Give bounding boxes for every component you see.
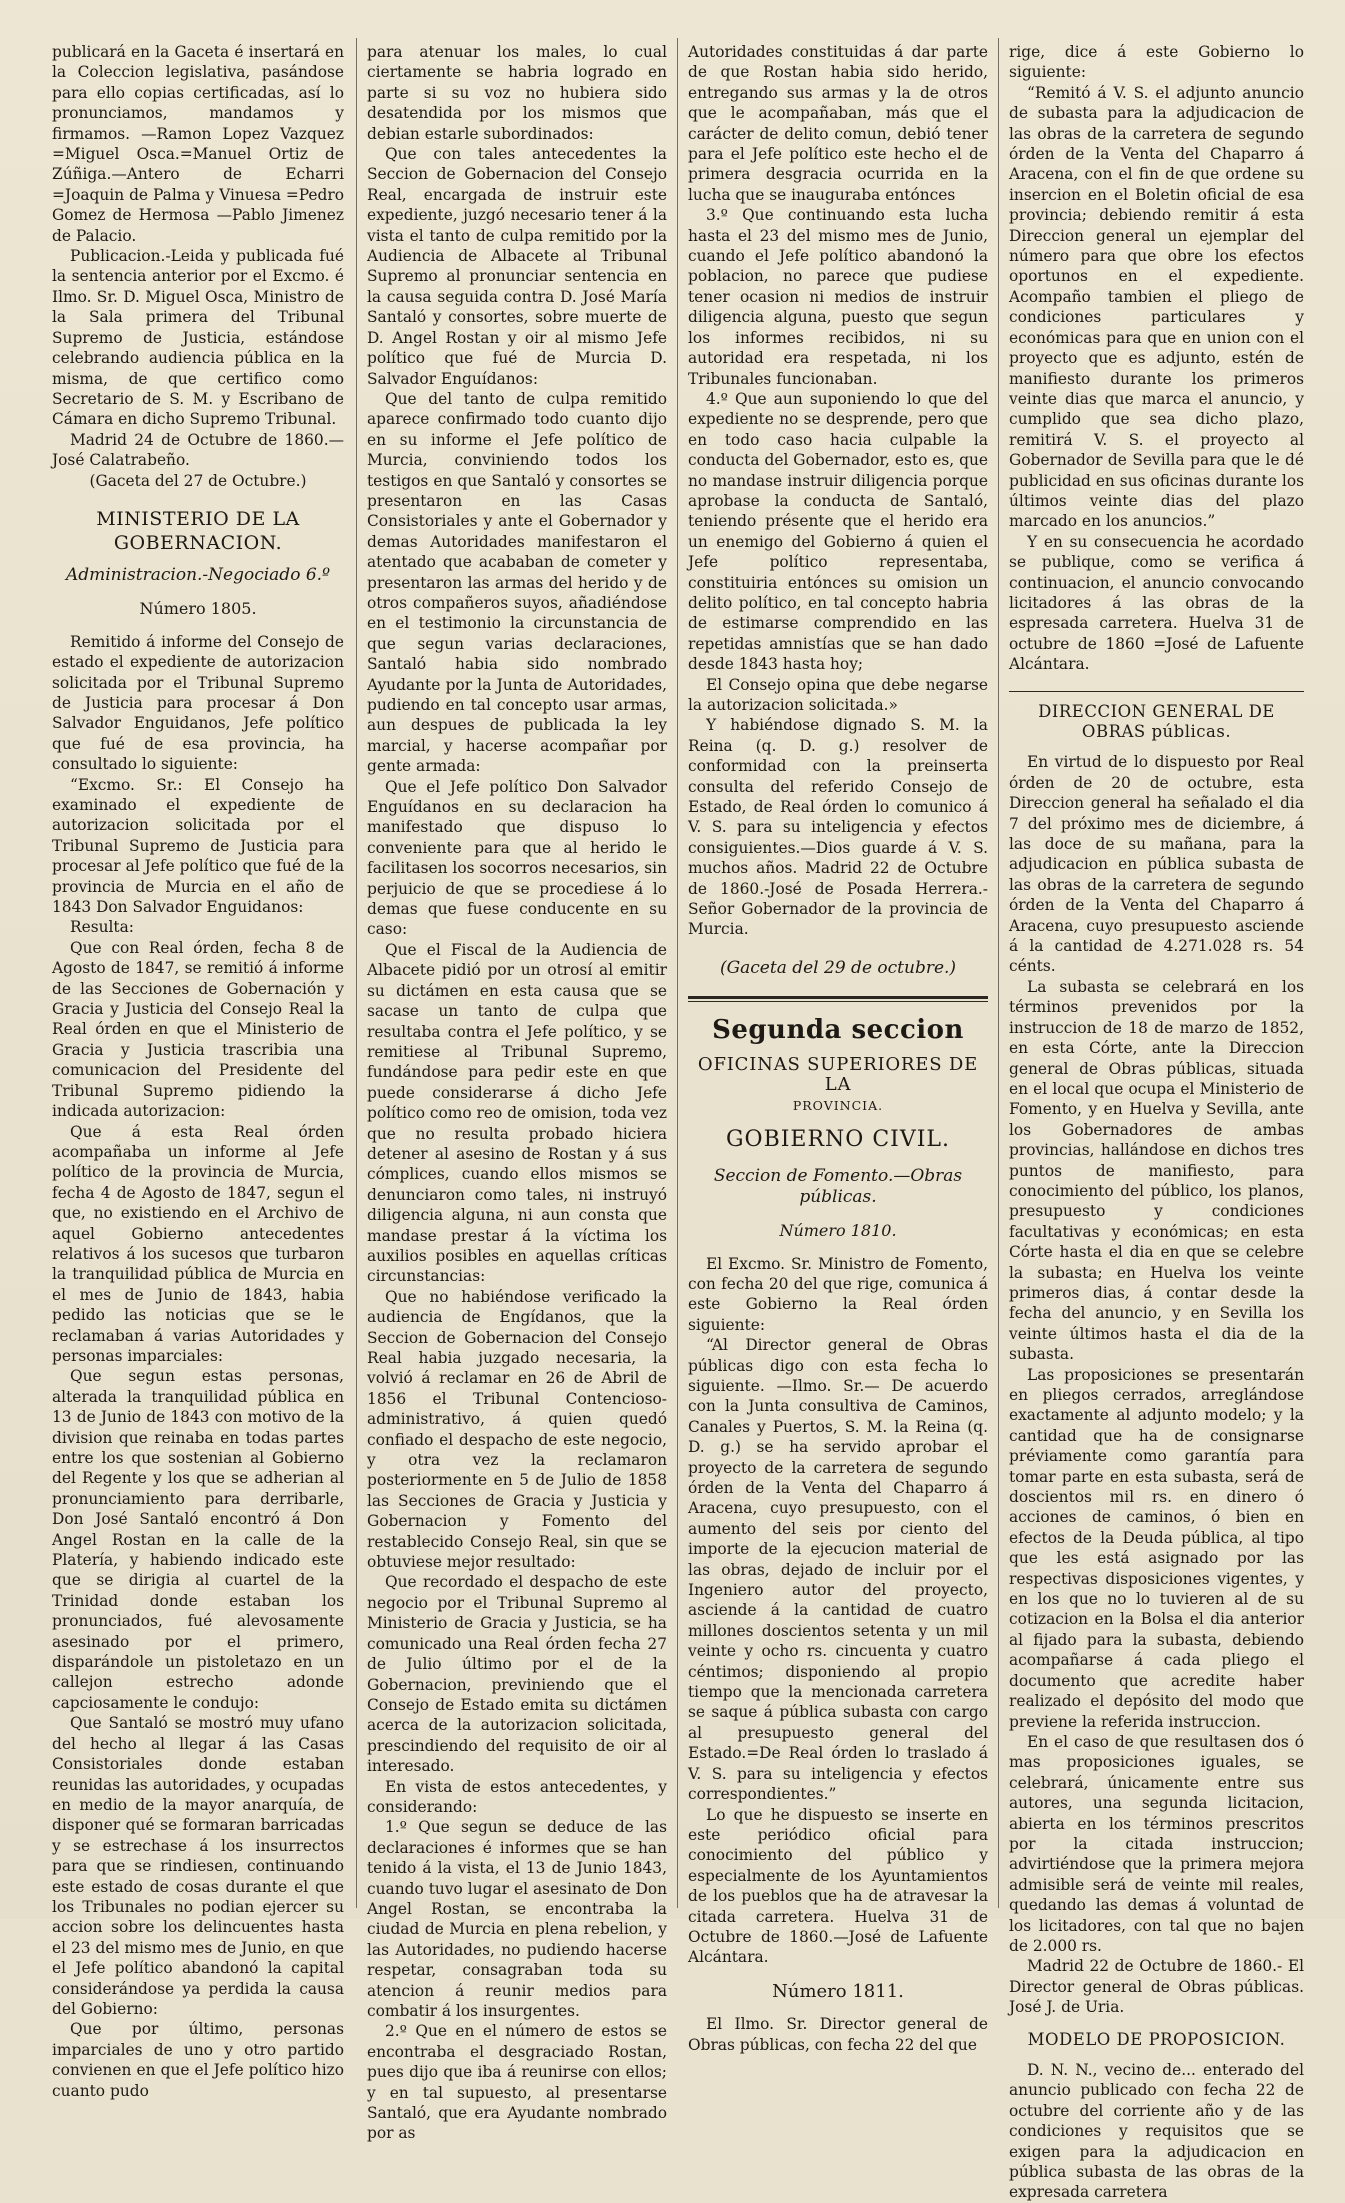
column-4: [1009, 42, 1304, 2202]
paragraph: Que Santaló se mostró muy ufano del hecho al llegar á las Casas Consistoriales donde estaban reunidas las autoridades, y ocupadas en medio de la mayor anarquía, de disponer qué se formaran barricadas y se estrechase á los insurrectos para que se rindiesen, continuando este estado de cosas durante el que los Tribunales no podian ejercer su accion sobre los delincuentes hasta el 23 del mismo mes de Junio, en que el Jefe político abandonó la capital considerándose ya perdida la causa del Gobierno:: [52, 1714, 344, 2018]
column-2: [367, 42, 668, 2143]
column-3: [688, 42, 988, 2054]
date-line: Madrid 22 de Octubre de 1860.- El Director general de Obras públicas. José J. de Uria.: [1009, 1957, 1304, 2017]
paragraph: D. N. N., vecino de... enterado del anuncio publicado con fecha 22 de octubre del corriente año y de las condiciones y requisitos que se exigen para la adjudicacion en pública subasta de las obras de la expresada carretera: [1009, 2061, 1304, 2202]
paragraph: Que con Real órden, fecha 8 de Agosto de 1847, se remitió á informe de las Secciones de Gobernación y Gracia y Justicia del Consejo Real la Real órden en que el Ministerio de Gracia y Justicia trascribia una comunicacion del Presidente del Tribunal Supremo pidiendo la indicada autorizacion:: [52, 938, 344, 1121]
paragraph: rige, dice á este Gobierno lo siguiente:: [1009, 43, 1304, 82]
column-rule: [677, 38, 678, 1908]
paragraph: “Al Director general de Obras públicas digo con esta fecha lo siguiente. —Ilmo. Sr.— De acuerdo con la Junta consultiva de Caminos, Canales y Puertos, S. M. la Reina (q. D. g.) se ha servido aprobar el proyecto de la carretera de segundo órden de la Venta del Chaparro á Aracena, cuyo presupuesto, con el aumento del seis por ciento del importe de la ejecucion material de las obras, dejado de incluir por el Ingeniero autor del proyecto, asciende á la cantidad de cuatro millones doscientos setenta y un mil veinte y ocho rs. cincuenta y cuatro céntimos; disponiendo al propio tiempo que la mencionada carretera se saque á pública subasta con cargo al presupuesto general del Estado.=De Real órden lo traslado á V. S. para su inteligencia y efectos correspondientes.”: [688, 1336, 988, 1804]
paragraph: La subasta se celebrará en los términos prevenidos por la instruccion de 18 de marzo de 1852, en esta Córte, ante la Direccion general de Obras públicas, situada en el local que ocupa el Ministerio de Fomento, y en Huelva y Sevilla, ante los Gobernadores de ambas provincias, hallándose en dichos tres puntos de manifiesto, para conocimiento del público, los planos, presupuesto y condiciones facultativas y económicas; en esta Córte hasta el dia en que se celebre la subasta; en Huelva los veinte primeros dias, á contar desde la fecha del anuncio, y en Sevilla los veinte últimos hasta el dia de la subasta.: [1009, 977, 1304, 1364]
paragraph: Autoridades constituidas á dar parte de que Rostan habia sido herido, entregando sus armas y la de otros que le acompañaban, más que el carácter de delito comun, debió tener para el Jefe político este hecho el de primera desgracia ocurrida en la lucha que se inauguraba entónces: [688, 43, 988, 204]
section-heading: MODELO DE PROPOSICION.: [1027, 2029, 1286, 2049]
column-rule: [998, 38, 999, 1908]
date-line: Madrid 24 de Octubre de 1860.—José Calatrabeño.: [52, 430, 344, 470]
subsection-heading: OFICINAS SUPERIORES DE LA: [697, 1053, 979, 1096]
paragraph: Que á esta Real órden acompañaba un informe al Jefe político de la provincia de Murcia, fecha 4 de Agosto de 1847, segun el que, no existiendo en el Archivo de aquel Gobierno antecedentes relativos á los sucesos que turbaron la tranquilidad pública de Murcia en el mes de Junio de 1843, habia pedido las noticias que se le reclamaban á varias Autoridades y personas imparciales:: [52, 1122, 344, 1365]
paragraph: Resulta:: [70, 918, 134, 937]
item-number: Número 1811.: [772, 1980, 904, 2002]
paragraph: El Ilmo. Sr. Director general de Obras públicas, con fecha 22 del que: [688, 2015, 988, 2054]
column-rule: [356, 38, 357, 1908]
section-rule: [688, 1001, 988, 1002]
paragraph: Y en su consecuencia he acordado se publique, como se verifica á continuacion, el anuncio convocando licitadores á las obras de la espresada carretera. Huelva 31 de octubre de 1860 =José de Lafuente Alcántara.: [1009, 532, 1304, 674]
item-number: Número 1810.: [779, 1221, 897, 1241]
subsection-heading: Administracion.-Negociado 6.º: [65, 564, 331, 585]
paragraph: Remitido á informe del Consejo de estado el expediente de autorizacion solicitada por el Tribunal Supremo de Justicia para procesar á Don Salvador Enguidanos, Jefe político que fué de esa provincia, ha consultado lo siguiente:: [52, 632, 344, 774]
paragraph: Que recordado el despacho de este negocio por el Tribunal Supremo al Ministerio de Gracia y Justicia, se ha comunicado una Real órden fecha 27 de Julio último por el de la Gobernacion, previniendo que el Consejo de Estado emita su dictámen acerca de la autorizacion solicitada, prescindiendo del requisito de oir al interesado.: [367, 1573, 667, 1776]
gaceta-note: (Gaceta del 27 de Octubre.): [89, 471, 307, 490]
paragraph: Que el Jefe político Don Salvador Enguídanos en su declaracion ha manifestado que dispuso lo conveniente para que al herido le facilitasen los socorros necesarios, sin perjuicio de que se procediese á lo demas que fuese conducente en su caso:: [367, 777, 668, 939]
item-number: Número 1805.: [139, 599, 257, 619]
section-heading: GOBIERNO CIVIL.: [725, 1126, 951, 1152]
paragraph: 3.º Que continuando esta lucha hasta el 23 del mismo mes de Junio, cuando el Jefe político abandonó la poblacion, no parece que pudiese tener ocasion ni medios de instruir diligencia alguna, puesto que segun los informes recibidos, ni su autoridad era respetada, ni los Tribunales funcionaban.: [688, 206, 988, 388]
paragraph: Que segun estas personas, alterada la tranquilidad pública en 13 de Junio de 1843 con motivo de la division que reinaba en todas partes entre los que sostenian al Gobierno del Regente y los que se adherian al pronunciamiento para derribarle, Don José Santaló encontró á Don Angel Rostan en la calle de la Platería, y habiendo indicado este que se dirigia al cuartel de la Trinidad donde estaban los pronunciados, fué alevosamente asesinado por el primero, disparándole un pistoletazo en un callejon estrecho adonde capciosamente le condujo:: [52, 1367, 344, 1712]
paragraph: En el caso de que resultasen dos ó mas proposiciones iguales, se celebrará, únicamente entre sus autores, una segunda licitacion, abierta en los términos prescritos por la citada instruccion; advirtiéndose que la primera mejora admisible será de veinte mil reales, quedando las demas á voluntad de los licitadores, con tal que no bajen de 2.000 rs.: [1009, 1732, 1304, 1955]
paragraph: Que no habiéndose verificado la audiencia de Engídanos, que la Seccion de Gobernacion del Consejo Real habia juzgado necesaria, la volvió á reclamar en 26 de Abril de 1856 el Tribunal Contencioso-administrativo, á quien quedó confiado el despacho de este negocio, y otra vez la reclamaron posteriormente en 5 de Julio de 1858 las Secciones de Gracia y Justicia y Gobernacion y Fomento del restablecido Consejo Real, sin que se obtuviese mejor resultado:: [367, 1287, 667, 1572]
column-1: [52, 42, 344, 2100]
paragraph: Que el Fiscal de la Audiencia de Albacete pidió por un otrosí al emitir su dictámen en esta causa que se sacase un tanto de culpa que resultaba contra el Jefe político, y se remitiese al Tribunal Supremo, fundándose para pedir este en que puede considerarse á dicho Jefe político como reo de omision, toda vez que no resulta probado hiciera detener al asesino de Rostan y á sus cómplices, cuando ellos mismos se denunciaron como tales, ni instruyó diligencia alguna, ni aun consta que mandase prestar á la víctima los auxilios posibles en aquellas críticas circunstancias:: [367, 940, 667, 1286]
paragraph: Que por último, personas imparciales de uno y otro partido convienen en que el Jefe político hizo cuanto pudo: [52, 2020, 344, 2100]
paragraph: Que con tales antecedentes la Seccion de Gobernacion del Consejo Real, encargada de instruir este expediente, juzgó necesario tener á la vista el tanto de culpa remitido por la Audiencia de Albacete al Tribunal Supremo al pronunciar sentencia en la causa seguida contra D. José María Santaló y consortes, sobre muerte de D. Angel Rostan y oir al mismo Jefe político que fué de Murcia D. Salvador Enguídanos:: [367, 145, 667, 388]
section-rule: [1009, 691, 1304, 692]
paragraph: Que del tanto de culpa remitido aparece confirmado todo cuanto dijo en su informe el Jefe político de Murcia, conviniendo todos los testigos en que Santaló y consortes se presentaron en las Casas Consistoriales y ante el Gobernador y demas Autoridades manifestaron el atentado que acababan de cometer y presentaron las armas del herido y de otros compañeros suyos, añadiéndose en el testimonio la circunstancia de que segun varias declaraciones, Santaló habia sido nombrado Ayudante por la Junta de Autoridades, pudiendo en tal concepto usar armas, aun despues de publicada la ley marcial, y hacerse acompañar por gente armada:: [367, 389, 667, 776]
subsection-heading: Seccion de Fomento.—Obras públicas.: [713, 1166, 963, 1207]
subsection-heading: PROVINCIA.: [792, 1097, 884, 1113]
section-rule: [688, 996, 988, 999]
section-heading: Segunda seccion: [712, 1015, 964, 1046]
paragraph: 4.º Que aun suponiendo lo que del expediente no se desprende, pero que en todo caso hacia culpable la conducta del Gobernador, esto es, que no mandase instruir diligencia porque aprobase la conducta de Santaló, teniendo présente que el herido era un enemigo del Gobierno á quien el Jefe político representaba, constituiria entónces su omision un delito político, en tal concepto habria de estimarse comprendido en las repetidas amnistías que se han dado desde 1843 hasta hoy;: [688, 389, 988, 674]
gaceta-note: (Gaceta del 29 de octubre.): [719, 957, 957, 978]
paragraph: 2.º Que en el número de estos se encontraba el desgraciado Rostan, pues dijo que iba á reunirse con ellos; y en tal supuesto, al presentarse Santaló, que era Ayudante nombrado por as: [367, 2022, 667, 2143]
paragraph: Publicacion.-Leida y publicada fué la sentencia anterior por el Excmo. é Ilmo. Sr. D. Miguel Osca, Ministro de la Sala primera del Tribunal Supremo de Justicia, estándose celebrando audiencia pública en la misma, de que certifico como Secretario de S. M. y Escribano de Cámara en dicho Supremo Tribunal.: [52, 247, 344, 429]
paragraph: “Excmo. Sr.: El Consejo ha examinado el expediente de autorizacion solicitada por el Tribunal Supremo de Justicia para procesar al Jefe político que fué de la provincia de Murcia en el año de 1843 Don Salvador Enguidanos:: [52, 775, 344, 917]
paragraph: “Remitó á V. S. el adjunto anuncio de subasta para la adjudicacion de las obras de la carretera de segundo órden de la Venta del Chaparro á Aracena, con el fin de que ordene su insercion en el Boletin oficial de esa provincia; debiendo remitir á esta Direccion general un ejemplar del número para que obre los efectos oportunos en el expediente. Acompaño tambien el pliego de condiciones particulares y económicas para que en union con el proyecto que es adjunto, estén de manifiesto durante los primeros veinte dias que marca el anuncio, y cumplido que sea dicho plazo, remitirá V. S. el proyecto al Gobernador de Sevilla para que le dé publicidad en sus oficinas durante los últimos veinte dias del plazo marcado en los anuncios.”: [1009, 83, 1304, 531]
paragraph: En vista de estos antecedentes, y considerando:: [367, 1777, 667, 1816]
section-heading: MINISTERIO DE LA GOBERNACION.: [96, 507, 300, 554]
paragraph: Y habiéndose dignado S. M. la Reina (q. D. g.) resolver de conformidad con la preinserta consulta del referido Consejo de Estado, de Real órden lo comunico á V. S. para su inteligencia y efectos consiguientes.—Dios guarde á V. S. muchos años. Madrid 22 de Octubre de 1860.-José de Posada Herrera.-Señor Gobernador de la provincia de Murcia.: [688, 716, 988, 939]
paragraph: El Excmo. Sr. Ministro de Fomento, con fecha 20 del que rige, comunica á este Gobierno la Real órden siguiente:: [688, 1254, 988, 1334]
paragraph: para atenuar los males, lo cual ciertamente se habria logrado en parte si su voz no hubiera sido desatendida por los mismos que debian estarle subordinados:: [367, 43, 667, 143]
section-heading: DIRECCION GENERAL DE OBRAS públicas.: [1038, 701, 1275, 741]
paragraph: El Consejo opina que debe negarse la autorizacion solicitada.»: [688, 675, 988, 714]
paragraph: En virtud de lo dispuesto por Real órden de 20 de octubre, esta Direccion general ha señalado el dia 7 del próximo mes de diciembre, á las doce de su mañana, para la adjudicacion en pública subasta de las obras de la carretera de segundo órden de la Venta del Chaparro á Aracena, cuyo presupuesto asciende á la cantidad de 4.271.028 rs. 54 cénts.: [1009, 753, 1304, 976]
paragraph: 1.º Que segun se deduce de las declaraciones é informes que se han tenido á la vista, el 13 de Junio 1843, cuando tuvo lugar el asesinato de Don Angel Rostan, se encontraba la ciudad de Murcia en plena rebelion, y las Autoridades, no pudiendo hacerse respetar, consagraban toda su atencion á reunir medios para combatir á los insurgentes.: [367, 1818, 667, 2020]
paragraph: publicará en la Gaceta é insertará en la Coleccion legislativa, pasándose para ello copias certificadas, así lo pronunciamos, mandamos y firmamos. —Ramon Lopez Vazquez =Miguel Osca.=Manuel Ortiz de Zúñiga.—Antero de Echarri =Joaquin de Palma y Vinuesa =Pedro Gomez de Hermosa —Pablo Jimenez de Palacio.: [52, 43, 344, 245]
paragraph: Lo que he dispuesto se inserte en este periódico oficial para conocimiento del público y especialmente de los Ayuntamientos de los pueblos que ha de atravesar la citada carretera. Huelva 31 de Octubre de 1860.—José de Lafuente Alcántara.: [688, 1805, 988, 1967]
paragraph: Las proposiciones se presentarán en pliegos cerrados, arreglándose exactamente al adjunto modelo; y la cantidad que ha de consignarse préviamente como garantía para tomar parte en esta subasta, será de doscientos mil rs. en dinero ó acciones de caminos, ó bien en efectos de la Deuda pública, al tipo que les está asignado por las respectivas disposiciones vigentes, y en los que no lo tuvieren al de su cotizacion en la Bolsa el dia anterior al fijado para la subasta, debiendo acompañarse á cada pliego el documento que acredite haber realizado el depósito del modo que previene la referida instruccion.: [1009, 1365, 1304, 1731]
